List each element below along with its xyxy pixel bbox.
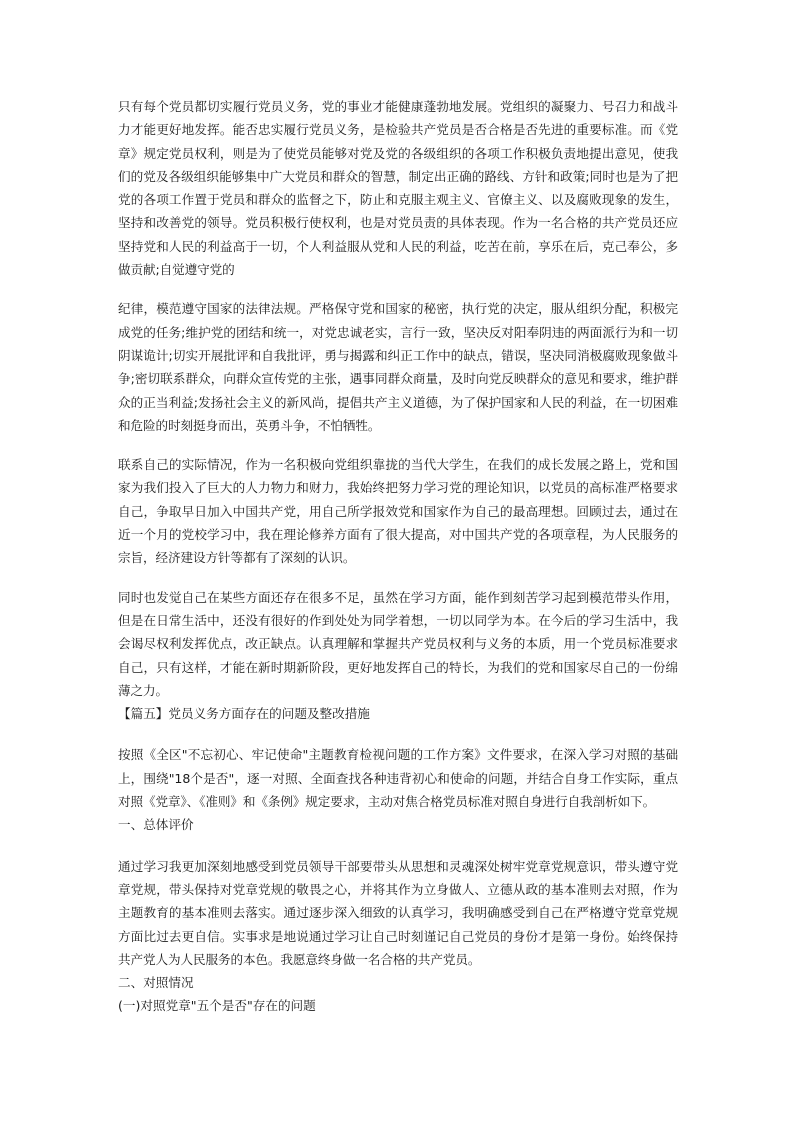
paragraph-shortcomings: 同时也发觉自己在某些方面还存在很多不足，虽然在学习方面，能作到刻苦学习起到模范带头作用，但是在日常生活中，还没有很好的作到处处为同学着想，一切以同学为本。在今后的学习生活中，我会谒尽权利发挥优点，改正缺点。认真理解和掌握共产党员权利与义务的本质，用一个党员标准要求自己，只有这样，才能在新时期新阶段，更好地发挥自己的特长，为我们的党和国家尽自己的一份绵薄之力。 [118, 589, 678, 698]
document-body [118, 95, 678, 1018]
paragraph-work-plan: 按照《全区"不忘初心、牢记使命"主题教育检视问题的工作方案》文件要求，在深入学习对照的基础上，围绕"18个是否"，逐一对照、全面查找各种违背初心和使命的问题，并结合自身工作实际，重点对照《党章》、《准则》和《条例》规定要求，主动对焦合格党员标准对照自身进行自我剖析如下。 [118, 747, 678, 810]
subheading-five-whether: (一)对照党章"五个是否"存在的问题 [118, 998, 316, 1014]
heading-overall-evaluation: 一、总体评价 [118, 817, 194, 833]
paragraph-evaluation: 通过学习我更加深刻地感受到党员领导干部要带头从思想和灵魂深处树牢党章党规意识，带头遵守党章党规，带头保持对党章党规的敬畏之心，并将其作为立身做人、立德从政的基本准则去对照，作为主题教育的基本准则去落实。通过逐步深入细致的认真学习，我明确感受到自己在严格遵守党章党规方面比过去更自信。实事求是地说通过学习让自己时刻谨记自己党员的身份才是第一身份。始终保持共产党人为人民服务的本色。我愿意终身做一名合格的共产党员。 [118, 858, 678, 967]
paragraph-party-member-duties: 只有每个党员都切实履行党员义务，党的事业才能健康蓬勃地发展。党组织的凝聚力、号召力和战斗力才能更好地发挥。能否忠实履行党员义务，是检验共产党员是否合格是否先进的重要标准。而《党章》规定党员权利，则是为了使党员能够对党及党的各级组织的各项工作积极负责地提出意见，使我们的党及各级组织能够集中广大党员和群众的智慧，制定出正确的路线、方针和政策;同时也是为了把党的各项工作置于党员和群众的监督之下，防止和克服主观主义、官僚主义、以及腐败现象的发生，坚持和改善党的领导。党员积极行使权利，也是对党员责的具体表现。作为一名合格的共产党员还应坚持党和人民的利益高于一切，个人利益服从党和人民的利益，吃苦在前，享乐在后，克己奉公，多做贡献;自觉遵守党的 [118, 99, 678, 278]
paragraph-discipline: 纪律，模范遵守国家的法律法规。严格保守党和国家的秘密，执行党的决定，服从组织分配，积极完成党的任务;维护党的团结和统一，对党忠诚老实，言行一致，坚决反对阳奉阴违的两面派行为和一切阴谋诡计;切实开展批评和自我批评，勇与揭露和纠正工作中的缺点，错误，坚决同消极腐败现象做斗争;密切联系群众，向群众宣传党的主张，遇事同群众商量，及时向党反映群众的意见和要求，维护群众的正当利益;发扬社会主义的新风尚，提倡共产主义道德，为了保护国家和人民的利益，在一切困难和危险的时刻挺身而出，英勇斗争，不怕牺牲。 [118, 301, 678, 433]
paragraph-personal-reflection: 联系自己的实际情况，作为一名积极向党组织靠拢的当代大学生，在我们的成长发展之路上，党和国家为我们投入了巨大的人力物力和财力，我始终把努力学习党的理论知识，以党员的高标准严格要求自己，争取早日加入中国共产党，用自己所学报效党和国家作为自己的最高理想。回顾过去，通过在近一个月的党校学习中，我在理论修养方面有了很大提高，对中国共产党的各项章程，为人民服务的宗旨，经济建设方针等都有了深刻的认识。 [118, 457, 678, 566]
heading-comparison: 二、对照情况 [118, 975, 194, 991]
section-title-part-five: 【篇五】党员义务方面存在的问题及整改措施 [118, 706, 370, 722]
